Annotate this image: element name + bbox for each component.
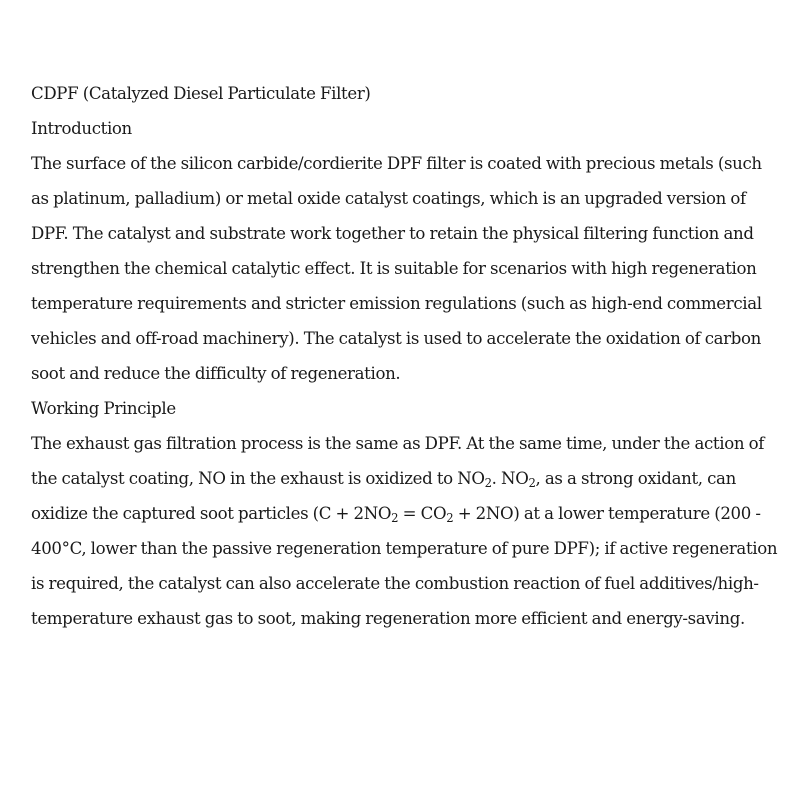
text-run: + 2NO) at a lower temperature (200 - 400°C, lower than the passive regeneration temperature of pure DPF); if active regeneration is required, the catalyst can also accelerate the combustion reaction of fuel additives/high-temperature exhaust gas to soot, making regeneration more efficient and energy-saving. [31, 504, 778, 628]
section-heading-working-principle: Working Principle [31, 399, 176, 418]
subscript: 2 [484, 475, 492, 490]
working-principle-paragraph [31, 426, 783, 636]
introduction-paragraph: The surface of the silicon carbide/cordierite DPF filter is coated with precious metals (such as platinum, palladium) or metal oxide catalyst coatings, which is an upgraded version of DPF. The catalyst and substrate work together to retain the physical filtering function and strengthen the chemical catalytic effect. It is suitable for scenarios with high regeneration temperature requirements and stricter emission regulations (such as high-end commercial vehicles and off-road machinery). The catalyst is used to accelerate the oxidation of carbon soot and reduce the difficulty of regeneration. [31, 154, 762, 383]
section-heading-introduction: Introduction [31, 119, 132, 138]
subscript: 2 [446, 510, 454, 525]
text-run: . NO [491, 469, 529, 488]
subscript: 2 [391, 510, 399, 525]
text-run: = CO [398, 504, 447, 523]
subscript: 2 [528, 475, 536, 490]
document-title: CDPF (Catalyzed Diesel Particulate Filter) [31, 84, 371, 103]
text-run: The exhaust gas filtration process is the same as DPF. At the same time, under the action of the catalyst coating, NO in the exhaust is oxidized to NO [31, 434, 765, 488]
text-run: , as a strong oxidant, can oxidize the captured soot particles (C + 2NO [31, 469, 736, 523]
document-body [31, 76, 783, 636]
